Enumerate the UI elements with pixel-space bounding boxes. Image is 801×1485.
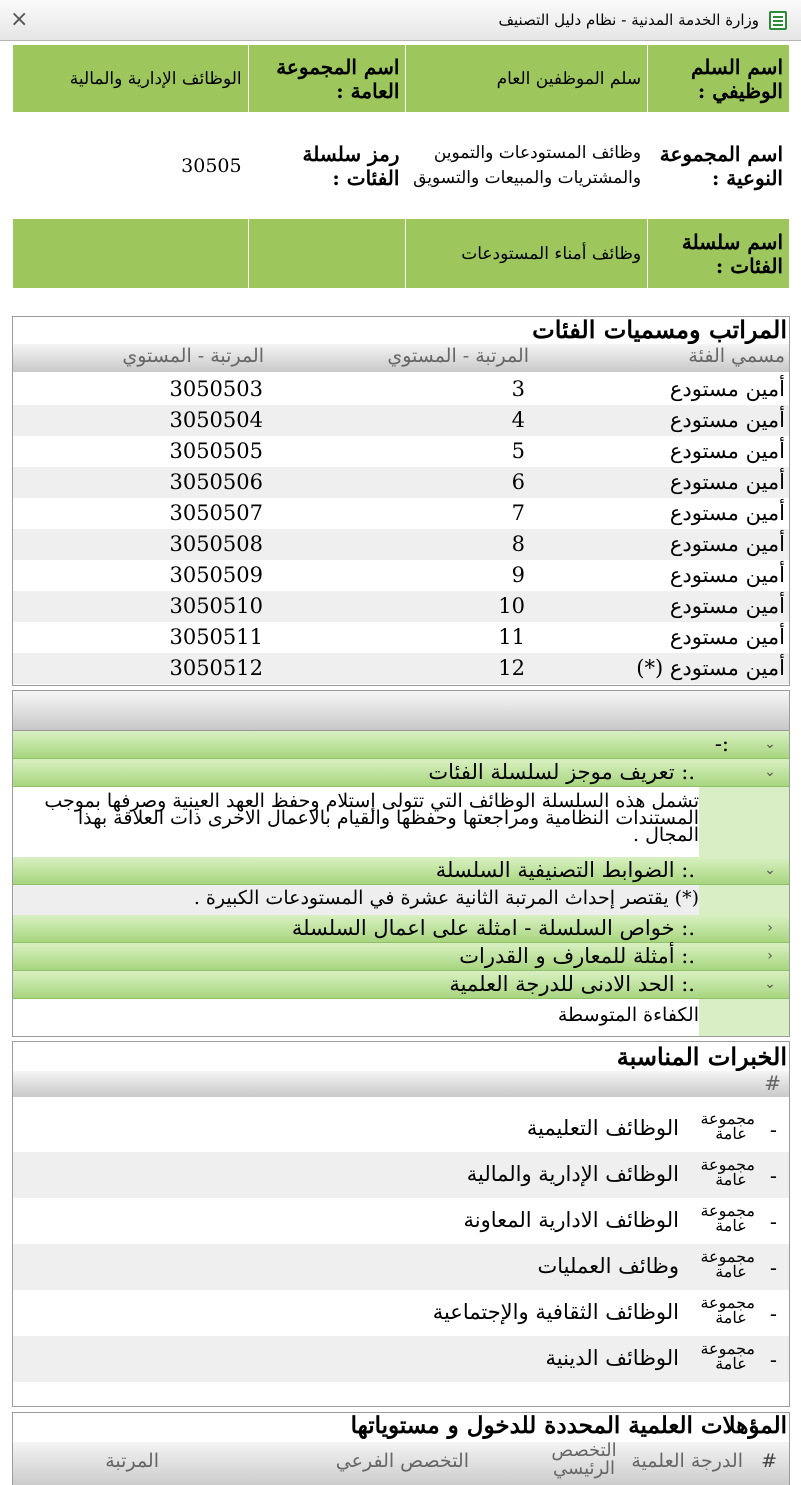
- experience-group-name: وظائف العمليات: [537, 1254, 679, 1278]
- series-name-value: وظائف أمناء المستودعات: [406, 219, 648, 289]
- accordion-toolbar: [13, 691, 789, 731]
- type-group-label: اسم المجموعة النوعية :: [648, 113, 790, 219]
- rank-level-cell: 3: [511, 377, 525, 401]
- col-header-name[interactable]: مسمي الفئة: [688, 345, 785, 367]
- col-header-major[interactable]: التخصص الرئيسي: [551, 1440, 617, 1479]
- rank-code-cell: 3050504: [169, 408, 263, 432]
- accordion-gutter: [699, 885, 789, 915]
- series-info-table: [12, 44, 790, 289]
- table-row[interactable]: [13, 560, 789, 591]
- rank-code-cell: 3050506: [169, 470, 263, 494]
- list-item[interactable]: [13, 1152, 789, 1198]
- type-group-value: وظائف المستودعات والتموين والمشتريات والمبيعات والتسويق: [406, 113, 648, 219]
- list-item[interactable]: [13, 1244, 789, 1290]
- row-dash: -: [769, 1118, 777, 1142]
- table-row[interactable]: [13, 436, 789, 467]
- general-group-label: اسم المجموعة العامة :: [248, 45, 406, 113]
- rank-level-cell: 9: [511, 563, 525, 587]
- empty-cell: [13, 219, 249, 289]
- row-dash: -: [769, 1210, 777, 1234]
- col-header-code[interactable]: المرتبة - المستوي: [122, 345, 264, 367]
- education-body: [13, 999, 789, 1036]
- accordion-gutter: [699, 787, 789, 857]
- list-item[interactable]: [13, 1290, 789, 1336]
- chevron-left-icon: ‹: [767, 920, 773, 936]
- definition-title: .: تعريف موجز لسلسلة الفئات: [428, 760, 695, 784]
- qualifications-header: [13, 1442, 789, 1485]
- col-header-rank[interactable]: المرتبة - المستوي: [387, 345, 529, 367]
- close-icon[interactable]: ×: [10, 7, 29, 32]
- experience-group-name: الوظائف الثقافية والإجتماعية: [432, 1300, 679, 1324]
- series-code-label: رمز سلسلة الفئات :: [248, 113, 406, 219]
- col-header-rank[interactable]: المرتبة: [105, 1450, 159, 1472]
- qualifications-panel: [12, 1412, 790, 1485]
- rank-name-cell: أمين مستودع: [669, 377, 785, 401]
- row-dash: -: [769, 1164, 777, 1188]
- group-kind-label: مجموعة عامة: [700, 1155, 755, 1189]
- list-item[interactable]: [13, 1198, 789, 1244]
- experience-group-name: الوظائف الدينية: [545, 1346, 679, 1370]
- accordion-header-definition[interactable]: [13, 759, 789, 787]
- accordion-header-education[interactable]: [13, 971, 789, 999]
- group-kind-label: مجموعة عامة: [700, 1247, 755, 1281]
- series-name-label: اسم سلسلة الفئات :: [648, 219, 790, 289]
- rank-level-cell: 7: [511, 501, 525, 525]
- skills-title: .: أمثلة للمعارف و القدرات: [459, 944, 695, 968]
- experience-group-name: الوظائف الادارية المعاونة: [463, 1208, 679, 1232]
- chevron-down-icon: ⌄: [764, 736, 776, 752]
- rank-code-cell: 3050503: [169, 377, 263, 401]
- ranks-header: [13, 344, 789, 372]
- table-row[interactable]: [13, 498, 789, 529]
- rank-name-cell: أمين مستودع (*): [636, 656, 785, 680]
- ranks-panel: [12, 316, 790, 686]
- document-list-icon: [769, 11, 787, 30]
- empty-cell: [248, 219, 406, 289]
- rank-level-cell: 11: [498, 625, 525, 649]
- table-row[interactable]: [13, 622, 789, 653]
- group-kind-label: مجموعة عامة: [700, 1293, 755, 1327]
- table-row[interactable]: [13, 529, 789, 560]
- rank-code-cell: 3050512: [169, 656, 263, 680]
- table-row[interactable]: [13, 374, 789, 405]
- rank-name-cell: أمين مستودع: [669, 532, 785, 556]
- window-title: وزارة الخدمة المدنية - نظام دليل التصنيف: [498, 11, 759, 29]
- rank-code-cell: 3050508: [169, 532, 263, 556]
- series-code-value: 30505: [13, 113, 249, 219]
- col-header-degree[interactable]: الدرجة العلمية: [631, 1450, 743, 1472]
- rank-level-cell: 10: [498, 594, 525, 618]
- table-row[interactable]: [13, 467, 789, 498]
- rank-code-cell: 3050509: [169, 563, 263, 587]
- rank-code-cell: 3050507: [169, 501, 263, 525]
- experience-panel: [12, 1041, 790, 1407]
- experience-group-name: الوظائف التعليمية: [526, 1116, 679, 1140]
- rank-level-cell: 4: [511, 408, 525, 432]
- col-header-hash[interactable]: #: [764, 1071, 781, 1095]
- rules-title: .: الضوابط التصنيفية السلسلة: [435, 858, 695, 882]
- definition-text: تشمل هذه السلسلة الوظائف التي تتولى إستلام وحفظ العهد العينية وصرفها بموجب المستندات النظامية ومراجعتها وحفظها والقيام بالاعمال الاخرى ذات العلاقة بهذا المجال .: [13, 787, 699, 857]
- accordion-gutter: [699, 999, 789, 1036]
- accordion-header-rules[interactable]: [13, 857, 789, 885]
- chevron-down-icon: ⌄: [764, 862, 776, 878]
- accordion-header-traits[interactable]: [13, 915, 789, 943]
- rank-name-cell: أمين مستودع: [669, 501, 785, 525]
- scale-value: سلم الموظفين العام: [406, 45, 648, 113]
- series-details-accordion: [12, 690, 790, 1037]
- rank-name-cell: أمين مستودع: [669, 563, 785, 587]
- rank-name-cell: أمين مستودع: [669, 594, 785, 618]
- chevron-down-icon: ⌄: [764, 764, 776, 780]
- list-item[interactable]: [13, 1106, 789, 1152]
- education-title: .: الحد الادنى للدرجة العلمية: [449, 972, 695, 996]
- accordion-header-general[interactable]: [13, 731, 789, 759]
- rank-code-cell: 3050505: [169, 439, 263, 463]
- rank-name-cell: أمين مستودع: [669, 439, 785, 463]
- scale-label: اسم السلم الوظيفي :: [648, 45, 790, 113]
- group-kind-label: مجموعة عامة: [700, 1201, 755, 1235]
- rank-name-cell: أمين مستودع: [669, 625, 785, 649]
- row-dash: -: [769, 1302, 777, 1326]
- rules-body: [13, 885, 789, 915]
- chevron-down-icon: ⌄: [764, 976, 776, 992]
- chevron-left-icon: ‹: [767, 948, 773, 964]
- rules-text: (*) يقتصر إحداث المرتبة الثانية عشرة في المستودعات الكبيرة .: [13, 885, 699, 915]
- rank-code-cell: 3050511: [169, 625, 263, 649]
- rank-level-cell: 8: [511, 532, 525, 556]
- col-header-minor[interactable]: التخصص الفرعي: [335, 1450, 469, 1472]
- rank-code-cell: 3050510: [169, 594, 263, 618]
- education-text: الكفاءة المتوسطة: [13, 999, 699, 1036]
- accordion-header-skills[interactable]: [13, 943, 789, 971]
- qualifications-title: المؤهلات العلمية المحددة للدخول و مستوياتها: [350, 1412, 787, 1439]
- rank-name-cell: أمين مستودع: [669, 408, 785, 432]
- rank-level-cell: 6: [511, 470, 525, 494]
- ranks-title: المراتب ومسميات الفئات: [532, 315, 787, 344]
- table-row[interactable]: [13, 653, 789, 684]
- window-titlebar: [0, 0, 801, 41]
- experience-title: الخبرات المناسبة: [616, 1042, 787, 1071]
- rank-level-cell: 5: [511, 439, 525, 463]
- experience-group-name: الوظائف الإدارية والمالية: [466, 1162, 679, 1186]
- row-dash: -: [769, 1256, 777, 1280]
- row-dash: -: [769, 1348, 777, 1372]
- rank-level-cell: 12: [498, 656, 525, 680]
- accordion-label: :-: [714, 732, 729, 756]
- col-header-hash[interactable]: #: [761, 1450, 777, 1472]
- general-group-value: الوظائف الإدارية والمالية: [13, 45, 249, 113]
- experience-header: [13, 1071, 789, 1097]
- definition-body: [13, 787, 789, 857]
- table-row[interactable]: [13, 591, 789, 622]
- group-kind-label: مجموعة عامة: [700, 1109, 755, 1143]
- group-kind-label: مجموعة عامة: [700, 1339, 755, 1373]
- traits-title: .: خواص السلسلة - امثلة على اعمال السلسلة: [291, 916, 695, 940]
- list-item[interactable]: [13, 1336, 789, 1382]
- table-row[interactable]: [13, 405, 789, 436]
- rank-name-cell: أمين مستودع: [669, 470, 785, 494]
